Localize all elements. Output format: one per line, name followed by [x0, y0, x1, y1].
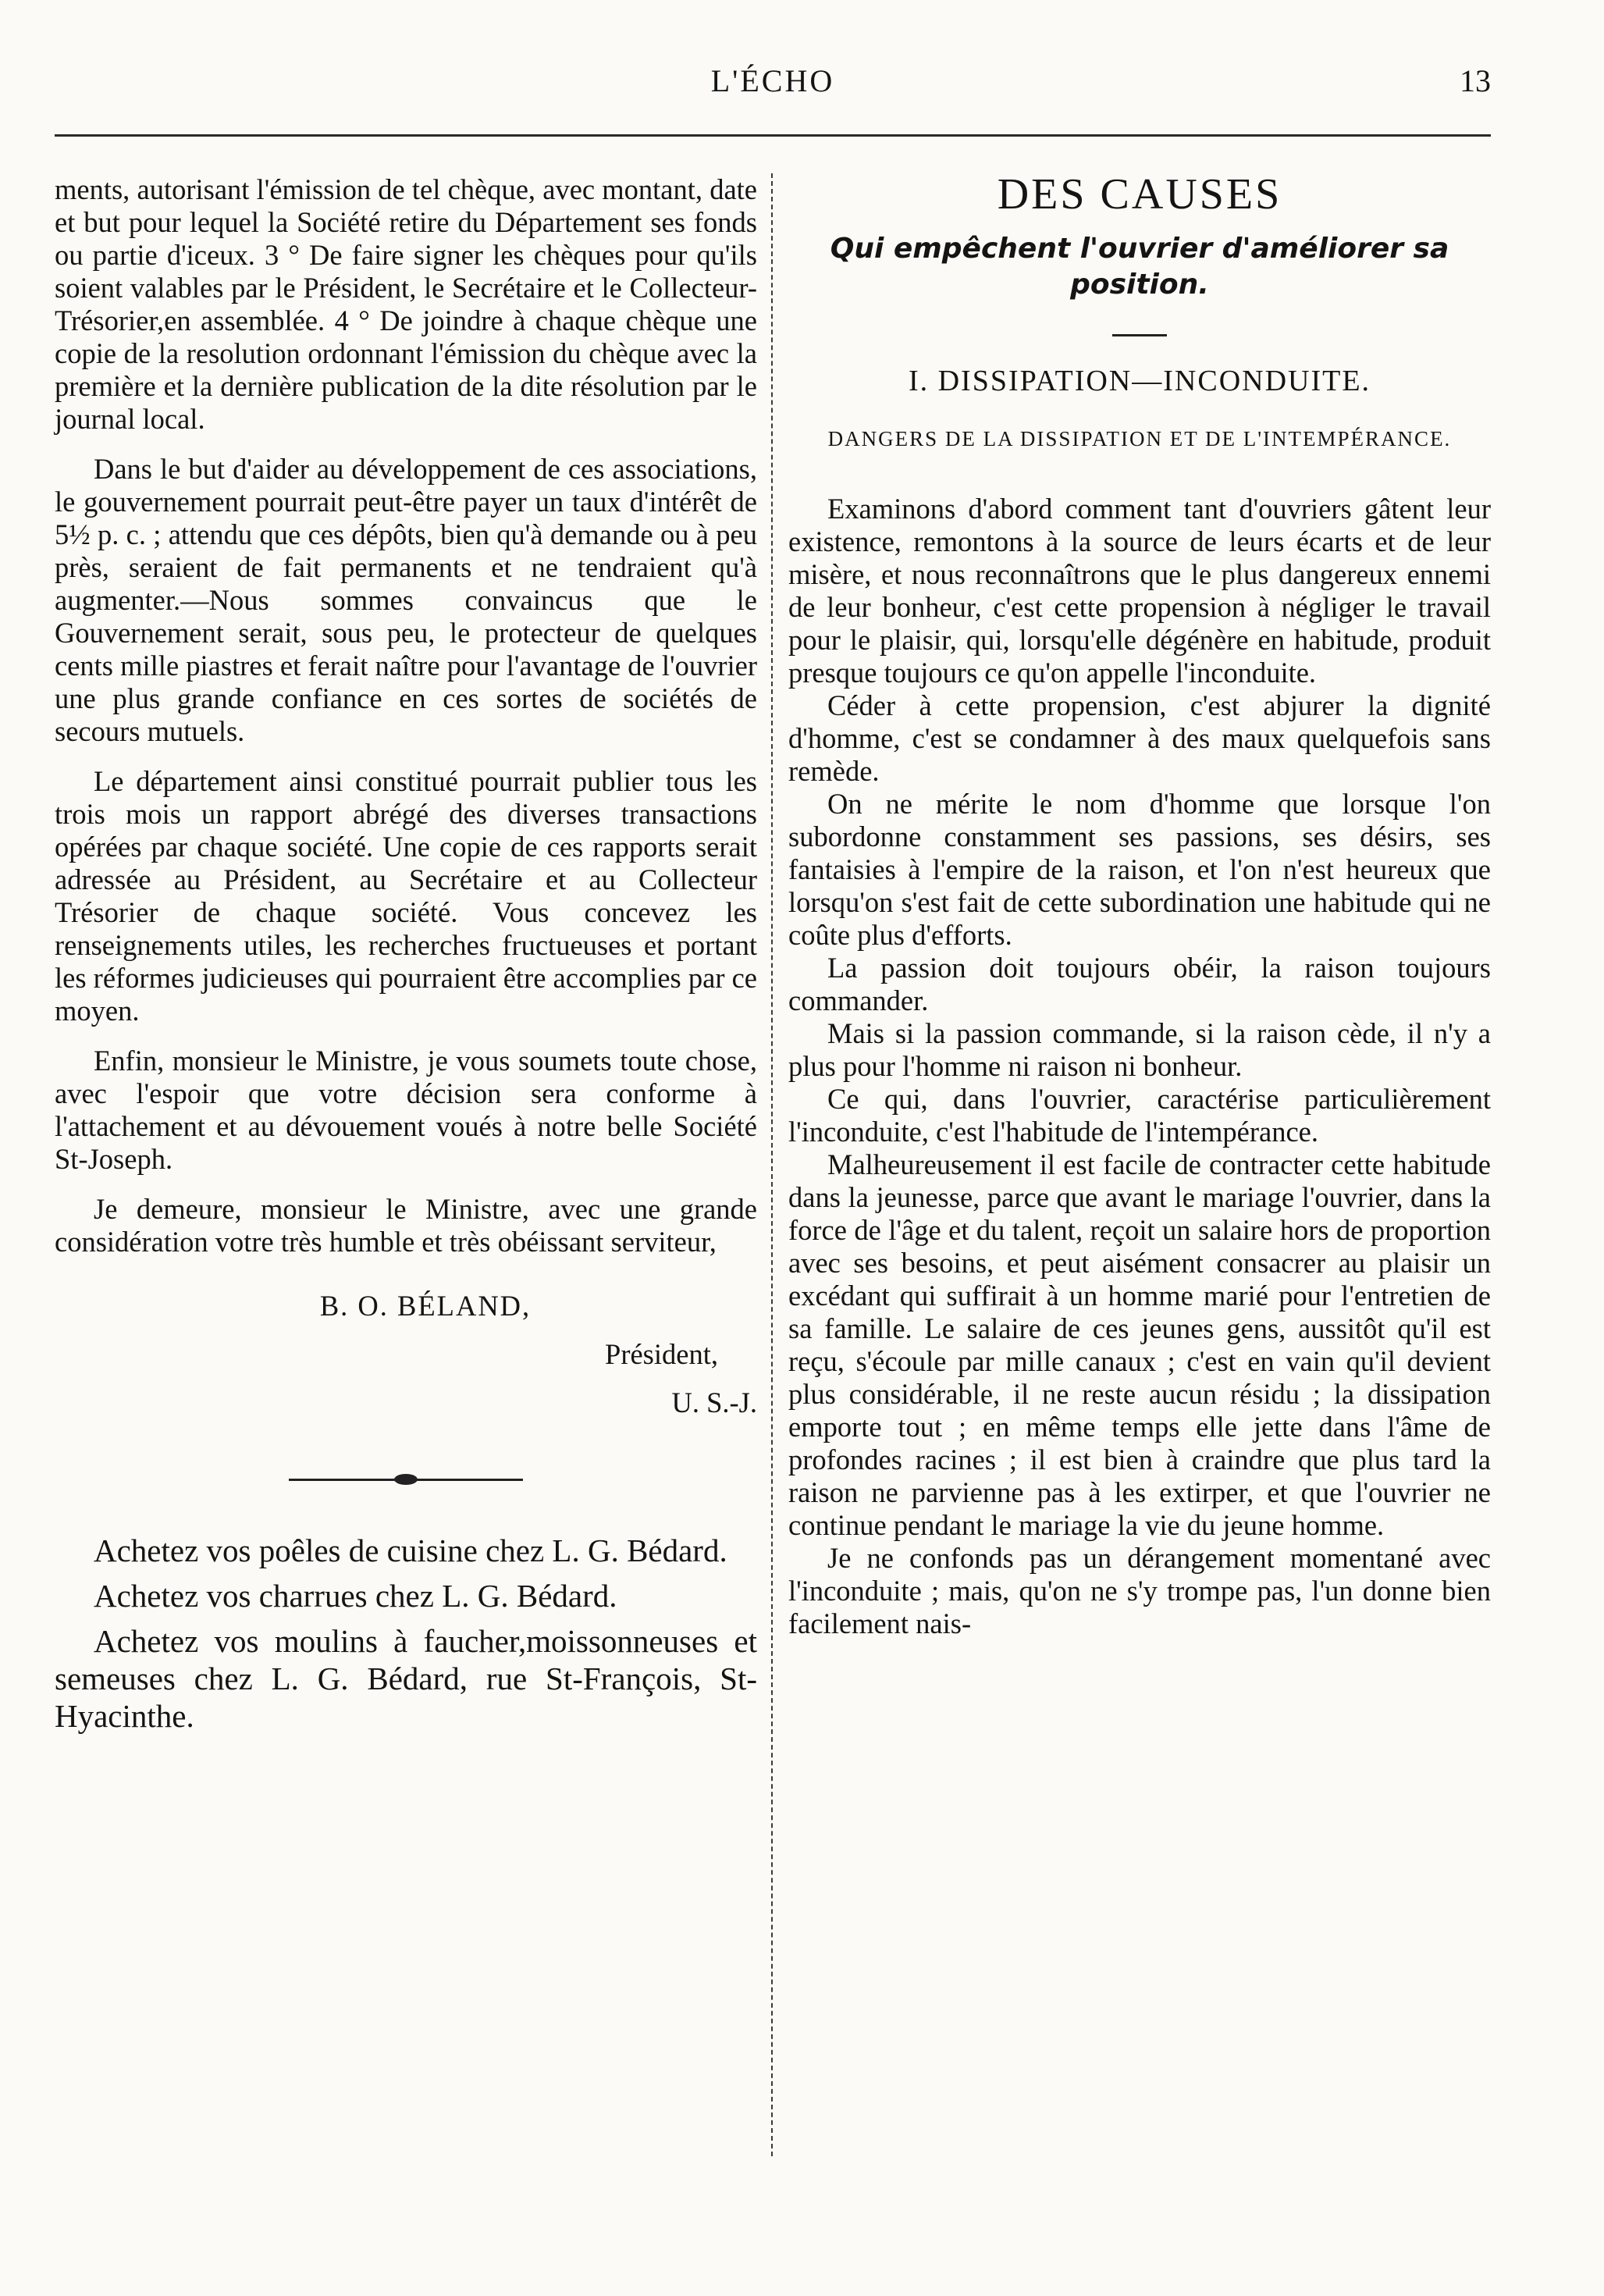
paragraph: Examinons d'abord comment tant d'ouvriers gâtent leur existence, remontons à la source de leurs écarts et de leur misère, et nous reconnaîtrons que le plus dangereux ennemi de leur bonheur, c'est cette propension à négliger le travail pour le plaisir, qui, lorsqu'elle dégénère en habitude, produit presque toujours ce qu'on appelle l'inconduite. [788, 493, 1491, 689]
paragraph: ments, autorisant l'émission de tel chèque, avec montant, date et but pour lequel la Société retire du Département ses fonds ou partie d'iceux. 3 ° De faire signer les chèques pour qu'ils soient valables par le Président, le Secrétaire et le Collecteur-Trésorier,en assemblée. 4 ° De joindre à chaque chèque une copie de la resolution ordonnant l'émission du chèque avec la première et la dernière publication de la dite résolution par le journal local. [55, 173, 757, 435]
running-title: L'ÉCHO [710, 63, 835, 98]
left-column [55, 173, 757, 1735]
paragraph: Enfin, monsieur le Ministre, je vous soumets toute chose, avec l'espoir que votre décision sera conforme à l'attachement et au dévouement voués à notre belle Société St-Joseph. [55, 1045, 757, 1175]
section-subtitle: Qui empêchent l'ouvrier d'améliorer sa position. [830, 233, 1449, 301]
paragraph: Malheureusement il est facile de contracter cette habitude dans la jeunesse, parce que avant le mariage l'ouvrier, dans la force de l'âge et du talent, reçoit un salaire hors de proportion avec ses besoins, et peut aisément consacrer au plaisir un excédant qui suffirait à un homme marié pour l'entretien de sa famille. Le salaire de ces jeunes gens, aussitôt qu'il est reçu, s'écoule par mille canaux ; c'est en vain qu'il devient plus considérable, il ne reste aucun résidu ; la dissipation emporte tout ; en même temps elle jette dans l'âme de profondes racines ; il est bien à craindre que plus tard la raison ne parvienne pas à les extirper, et que l'ouvrier ne continue pendant le mariage la vie du jeune homme. [788, 1148, 1491, 1541]
paragraph: Le département ainsi constitué pourrait publier tous les trois mois un rapport abrégé des diverses transactions opérées par chaque société. Une copie de ces rapports serait adressée au Président, au Secrétaire et au Collecteur Trésorier de chaque société. Vous concevez les renseignements utiles, les recherches fructueuses et portant les réformes judicieuses qui pourraient être accomplies par ce moyen. [55, 765, 757, 1027]
paragraph: Je demeure, monsieur le Ministre, avec une grande considération votre très humble et très obéissant serviteur, [55, 1193, 757, 1258]
column-divider [771, 173, 773, 2156]
chapter-title: I. DISSIPATION—INCONDUITE. [908, 365, 1371, 397]
paragraph: Dans le but d'aider au développement de ces associations, le gouvernement pourrait peut-être payer un taux d'intérêt de 5½ p. c. ; attendu que ces dépôts, bien qu'à demande ou à peu près, seraient de fait permanents et ne tendraient qu'à augmenter.—Nous sommes convaincus que le Gouvernement serait, sous peu, le protecteur de quelques cents mille piastres et ferait naître pour l'avantage de l'ouvrier une plus grande confiance en ces sortes de sociétés de secours mutuels. [55, 453, 757, 747]
signature-org: U. S.-J. [671, 1386, 757, 1419]
chapter-subtitle: DANGERS DE LA DISSIPATION ET DE L'INTEMPÉRANCE. [827, 427, 1452, 450]
paragraph: Mais si la passion commande, si la raison cède, il n'y a plus pour l'homme ni raison ni bonheur. [788, 1017, 1491, 1082]
paragraph: La passion doit toujours obéir, la raison toujours commander. [788, 952, 1491, 1016]
right-column [788, 170, 1491, 1640]
paragraph: Céder à cette propension, c'est abjurer la dignité d'homme, c'est se condamner à des maux quelquefois sans remède. [788, 689, 1491, 787]
advertisement: Achetez vos moulins à faucher,moissonneuses et semeuses chez L. G. Bédard, rue St-François, St-Hyacinthe. [55, 1623, 757, 1734]
signature-name: B. O. BÉLAND, [319, 1290, 532, 1322]
title-rule [1112, 334, 1167, 336]
signature-title: Président, [605, 1338, 718, 1370]
running-header [55, 62, 1491, 109]
advertisement: Achetez vos charrues chez L. G. Bédard. [94, 1578, 617, 1614]
page-number: 13 [1460, 63, 1491, 98]
paragraph: Ce qui, dans l'ouvrier, caractérise particulièrement l'inconduite, c'est l'habitude de l'intempérance. [788, 1083, 1491, 1148]
advertisement: Achetez vos poêles de cuisine chez L. G. Bédard. [94, 1532, 727, 1568]
paragraph: Je ne confonds pas un dérangement momentané avec l'inconduite ; mais, qu'on ne s'y trompe pas, l'un donne bien facilement nais- [788, 1542, 1491, 1639]
paragraph: On ne mérite le nom d'homme que lorsque l'on subordonne constamment ses passions, ses désirs, ses fantaisies à l'empire de la raison, et l'on n'est heureux que lorsqu'on s'est fait de cette subordination une habitude qui ne coûte plus d'efforts. [788, 788, 1491, 951]
section-title: DES CAUSES [997, 170, 1282, 219]
ornament-divider [289, 1474, 523, 1485]
header-rule [55, 134, 1491, 137]
